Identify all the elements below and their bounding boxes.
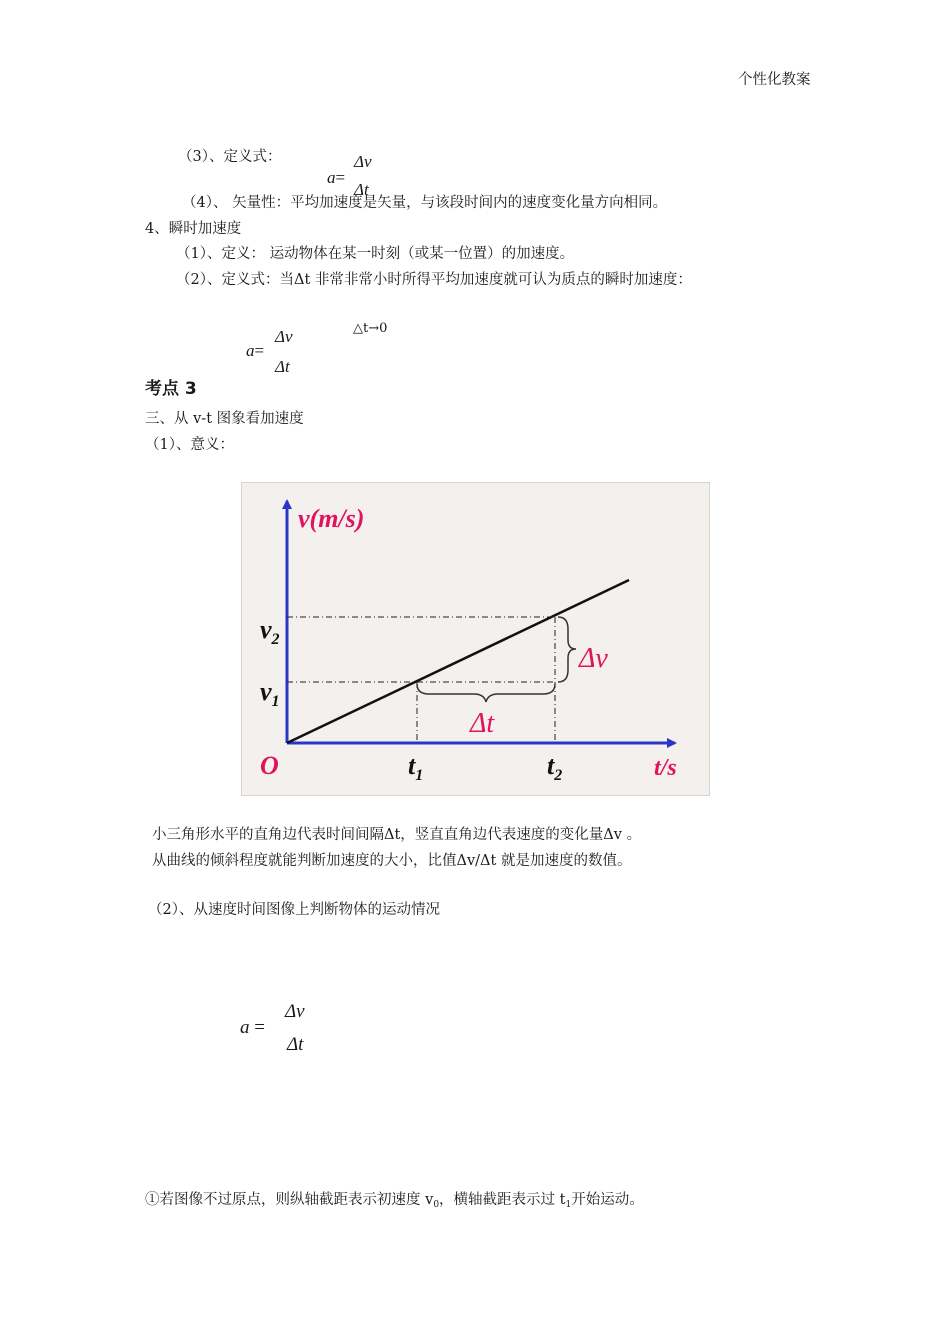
formula-denominator: Δt	[354, 180, 369, 199]
delta-v-label: Δv	[579, 643, 608, 674]
vector-property-text: （4）、 矢量性：平均加速度是矢量，与该段时间内的速度变化量方向相同。	[182, 195, 668, 211]
v1-label: $v_1$	[260, 677, 280, 710]
delta-t-label: Δt	[470, 708, 495, 739]
velocity-line	[287, 580, 629, 743]
vt-section-title: 三、从 v-t 图象看加速度	[145, 411, 304, 427]
explain-line-2: 从曲线的倾斜程度就能判断加速度的大小，比值Δv/Δt 就是加速度的数值。	[152, 853, 632, 869]
v2-label: $v_2$	[260, 615, 280, 648]
sec2-formula-denominator: Δt	[287, 1034, 304, 1055]
y-axis-label: v(m/s)	[298, 504, 365, 533]
formula-lhs: a=	[327, 168, 346, 187]
sec2-formula-lhs: a =	[240, 1017, 265, 1038]
delta-v-brace	[558, 617, 576, 682]
limit-label: △t→0	[353, 321, 388, 336]
instant-accel-definition: （1）、定义： 运动物体在某一时刻（或某一位置）的加速度。	[176, 246, 575, 262]
formula-numerator: Δv	[354, 152, 372, 171]
instant-formula-denominator: Δt	[275, 357, 290, 376]
instant-accel-title: 4、瞬时加速度	[145, 221, 242, 237]
definition-label: （3）、定义式：	[178, 149, 282, 165]
x-axis-label: t/s	[654, 755, 677, 781]
t2-label: $t_2$	[547, 751, 563, 784]
t1-label: $t_1$	[408, 751, 424, 784]
intercept-note: ①若图像不过原点，则纵轴截距表示初速度 $v_0$，横轴截距表示过 $t_1$开始运动。	[145, 1192, 644, 1210]
vt-graph-figure	[241, 482, 710, 796]
explain-line-1: 小三角形水平的直角边代表时间间隔Δt，竖直直角边代表速度的变化量Δv 。	[152, 827, 642, 843]
instant-formula-numerator: Δv	[275, 327, 293, 346]
instant-accel-formula-label: （2）、定义式：当Δt 非常非常小时所得平均加速度就可认为质点的瞬时加速度：	[176, 272, 692, 288]
kaodian-heading: 考点 3	[145, 379, 197, 399]
meaning-label: （1）、意义：	[145, 437, 234, 453]
sec2-formula-numerator: Δv	[285, 1001, 305, 1022]
motion-section-title: （2）、从速度时间图像上判断物体的运动情况	[148, 902, 440, 918]
vt-graph	[242, 483, 709, 795]
origin-label: O	[260, 751, 279, 780]
instant-formula-lhs: a=	[246, 341, 265, 360]
page-header-title: 个性化教案	[738, 72, 811, 88]
delta-t-brace	[417, 684, 555, 702]
